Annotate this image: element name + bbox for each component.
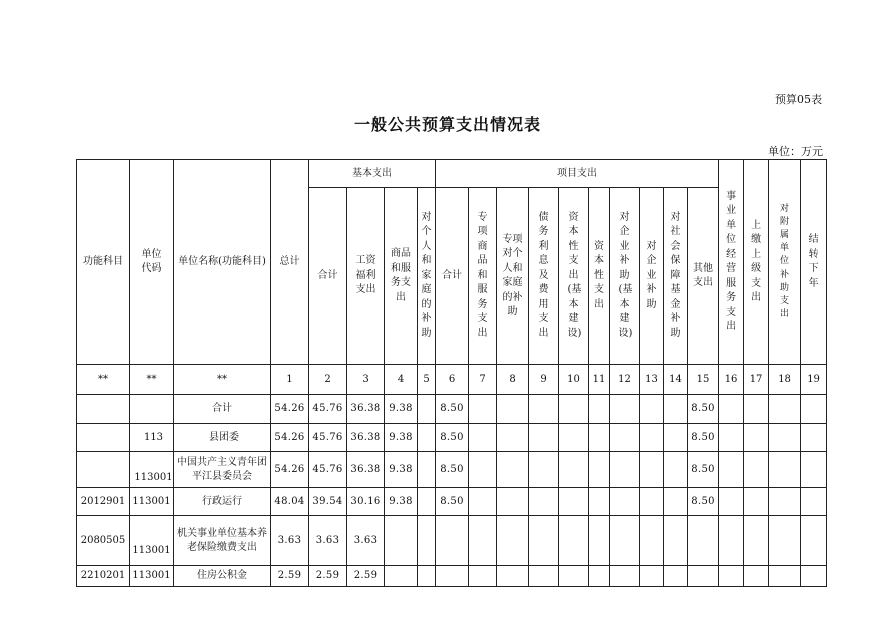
empty-cell [640,566,664,587]
empty-cell [559,566,589,587]
empty-cell [610,452,640,488]
header-enterprise-subsidy: 对企业补助 [640,188,664,365]
index-cell: 4 [385,365,418,395]
table-row [77,395,827,424]
empty-cell [640,395,664,424]
other-cell [688,566,719,587]
empty-cell [497,452,529,488]
empty-cell [529,452,559,488]
basic-total-cell: 3.63 [309,516,347,566]
empty-cell [529,395,559,424]
header-subsidy-personal: 对个人和家庭的补助 [418,188,436,365]
header-wages: 工资福利支出 [347,188,385,365]
wages-cell: 36.38 [347,424,385,452]
empty-cell [589,424,610,452]
goods-cell: 9.38 [385,424,418,452]
other-cell: 8.50 [688,395,719,424]
goods-cell [385,566,418,587]
empty-cell [719,452,744,488]
empty-cell [469,424,497,452]
other-cell: 8.50 [688,488,719,516]
empty-cell [469,452,497,488]
empty-cell [559,452,589,488]
empty-cell [801,452,827,488]
empty-cell [469,395,497,424]
header-capital: 资本性支出 [589,188,610,365]
other-cell [688,516,719,566]
empty-cell [719,395,744,424]
empty-cell [418,395,436,424]
header-total: 总计 [271,160,309,365]
unit-name-cell: 县团委 [174,424,271,452]
empty-cell [664,395,688,424]
empty-cell [664,424,688,452]
unit-code-cell: 113001 [130,488,174,516]
empty-cell [719,566,744,587]
empty-cell [719,516,744,566]
index-cell: 7 [469,365,497,395]
empty-cell [769,395,801,424]
header-basic-total: 合计 [309,188,347,365]
empty-cell [497,516,529,566]
empty-cell [801,424,827,452]
unit-label: 单位：万元 [768,145,823,158]
unit-name-cell: 住房公积金 [174,566,271,587]
empty-cell [801,488,827,516]
empty-cell [769,452,801,488]
empty-cell [769,516,801,566]
empty-cell [719,488,744,516]
empty-cell [719,424,744,452]
empty-cell [497,395,529,424]
table-row [77,452,827,488]
wages-cell: 3.63 [347,516,385,566]
index-cell: 9 [529,365,559,395]
index-cell: 10 [559,365,589,395]
empty-cell [664,452,688,488]
goods-cell [385,516,418,566]
empty-cell [589,566,610,587]
empty-cell [610,516,640,566]
unit-code-cell: 113 [130,424,174,452]
empty-cell [559,516,589,566]
header-other: 其他支出 [688,188,719,365]
empty-cell [497,424,529,452]
basic-total-cell: 2.59 [309,566,347,587]
index-cell: ** [174,365,271,395]
empty-cell [769,566,801,587]
index-cell: 3 [347,365,385,395]
empty-cell [640,516,664,566]
func-code-cell: 2012901 [77,488,130,516]
empty-cell [610,566,640,587]
index-cell: 19 [801,365,827,395]
index-cell: 2 [309,365,347,395]
index-cell: 11 [589,365,610,395]
empty-cell [610,488,640,516]
empty-cell [610,424,640,452]
empty-cell [418,452,436,488]
total-cell: 54.26 [271,395,309,424]
unit-code-cell: 113001 [130,566,174,587]
total-cell: 3.63 [271,516,309,566]
empty-cell [801,566,827,587]
wages-cell: 36.38 [347,395,385,424]
header-func-code: 功能科目 [77,160,130,365]
wages-cell: 36.38 [347,452,385,488]
header-project: 项目支出 [436,160,719,188]
empty-cell [744,424,769,452]
index-cell: 13 [640,365,664,395]
other-cell: 8.50 [688,452,719,488]
header-basic: 基本支出 [309,160,436,188]
proj-total-cell [436,566,469,587]
empty-cell [497,566,529,587]
empty-cell [418,488,436,516]
empty-cell [469,516,497,566]
empty-cell [744,488,769,516]
empty-cell [529,516,559,566]
unit-code-cell: 113001 [130,452,174,488]
goods-cell: 9.38 [385,488,418,516]
empty-cell [559,424,589,452]
empty-cell [418,424,436,452]
header-proj-personal: 专项对个人和家庭的补助 [497,188,529,365]
index-row [77,365,827,395]
proj-total-cell: 8.50 [436,424,469,452]
func-code-cell: 2210201 [77,566,130,587]
header-proj-goods: 专项商品和服务支出 [469,188,497,365]
empty-cell [769,488,801,516]
proj-total-cell: 8.50 [436,395,469,424]
total-cell: 54.26 [271,452,309,488]
index-cell: 12 [610,365,640,395]
empty-cell [664,488,688,516]
index-cell: 18 [769,365,801,395]
table-row [77,488,827,516]
empty-cell [744,516,769,566]
empty-cell [559,395,589,424]
wages-cell: 30.16 [347,488,385,516]
header-carry-over: 结转下年 [801,160,827,365]
table-row [77,516,827,566]
basic-total-cell: 39.54 [309,488,347,516]
goods-cell: 9.38 [385,452,418,488]
func-code-cell: 2080505 [77,516,130,566]
empty-cell [610,395,640,424]
empty-cell [664,516,688,566]
index-cell: 6 [436,365,469,395]
total-cell: 48.04 [271,488,309,516]
header-upper-pay: 上缴上级支出 [744,160,769,365]
unit-code-cell [130,395,174,424]
empty-cell [801,395,827,424]
empty-cell [640,488,664,516]
wages-cell: 2.59 [347,566,385,587]
unit-code-cell: 113001 [130,516,174,566]
index-cell: 5 [418,365,436,395]
empty-cell [640,452,664,488]
empty-cell [640,424,664,452]
empty-cell [529,424,559,452]
index-cell: 14 [664,365,688,395]
func-code-cell [77,395,130,424]
func-code-cell [77,452,130,488]
empty-cell [801,516,827,566]
header-debt-interest: 债务利息及费用支出 [529,188,559,365]
header-operating: 事业单位经营服务支出 [719,160,744,365]
total-cell: 2.59 [271,566,309,587]
header-enterprise-subsidy-basic: 对企业补助(基本建设) [610,188,640,365]
table-row [77,424,827,452]
empty-cell [589,516,610,566]
proj-total-cell [436,516,469,566]
goods-cell: 9.38 [385,395,418,424]
empty-cell [744,452,769,488]
proj-total-cell: 8.50 [436,488,469,516]
func-code-cell [77,424,130,452]
header-unit-name: 单位名称(功能科目) [174,160,271,365]
unit-name-cell: 行政运行 [174,488,271,516]
empty-cell [497,488,529,516]
page-title: 一般公共预算支出情况表 [353,115,541,134]
form-number: 预算05表 [775,93,822,106]
index-cell: 8 [497,365,529,395]
index-cell: 16 [719,365,744,395]
index-cell: 1 [271,365,309,395]
empty-cell [418,516,436,566]
header-affiliated: 对附属单位补助支出 [769,160,801,365]
index-cell: 17 [744,365,769,395]
basic-total-cell: 45.76 [309,395,347,424]
unit-name-cell: 机关事业单位基本养老保险缴费支出 [174,516,271,566]
index-cell: ** [77,365,130,395]
empty-cell [589,488,610,516]
unit-name-cell: 中国共产主义青年团平江县委员会 [174,452,271,488]
empty-cell [744,395,769,424]
empty-cell [469,488,497,516]
index-cell: ** [130,365,174,395]
empty-cell [418,566,436,587]
budget-table [76,159,827,587]
empty-cell [529,488,559,516]
empty-cell [664,566,688,587]
basic-total-cell: 45.76 [309,424,347,452]
empty-cell [559,488,589,516]
proj-total-cell: 8.50 [436,452,469,488]
header-proj-total: 合计 [436,188,469,365]
empty-cell [769,424,801,452]
empty-cell [589,395,610,424]
empty-cell [744,566,769,587]
header-goods: 商品和服务支出 [385,188,418,365]
total-cell: 54.26 [271,424,309,452]
index-cell: 15 [688,365,719,395]
table-row [77,566,827,587]
empty-cell [469,566,497,587]
unit-name-cell: 合计 [174,395,271,424]
empty-cell [589,452,610,488]
other-cell: 8.50 [688,424,719,452]
header-unit-code: 单位代码 [130,160,174,365]
header-social-fund: 对社会保障基金补助 [664,188,688,365]
header-capital-basic: 资本性支出(基本建设) [559,188,589,365]
empty-cell [529,566,559,587]
basic-total-cell: 45.76 [309,452,347,488]
